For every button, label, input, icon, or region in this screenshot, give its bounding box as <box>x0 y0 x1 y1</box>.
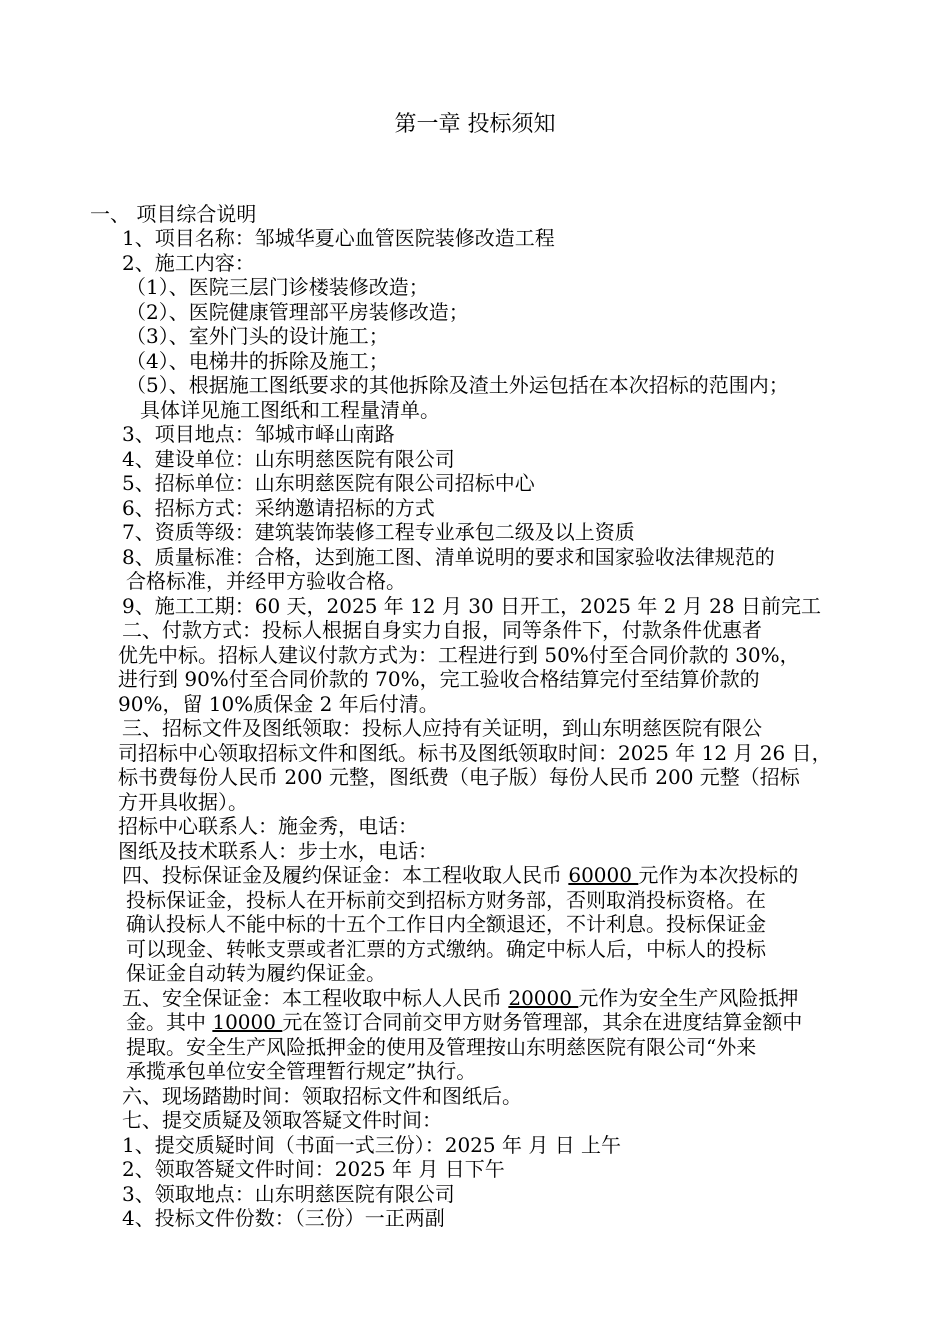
payment-line-1: 二、付款方式：投标人根据自身实力自报，同等条件下，付款条件优惠者 <box>122 618 762 642</box>
deposit-line-1-text: 四、投标保证金及履约保证金：本工程收取人民币 <box>122 863 569 887</box>
item-quality-standard: 8、质量标准：合格，达到施工图、清单说明的要求和国家验收法律规范的 <box>122 545 775 569</box>
item-tender-unit: 5、招标单位：山东明慈医院有限公司招标中心 <box>122 471 535 495</box>
chapter-title: 第一章 投标须知 <box>394 112 556 137</box>
query-heading: 七、提交质疑及领取答疑文件时间： <box>122 1108 442 1132</box>
payment-line-2: 优先中标。招标人建议付款方式为：工程进行到 50%付至合同价款的 30%， <box>118 643 800 667</box>
section-heading-1: 一、 项目综合说明 <box>90 202 257 226</box>
site-visit-time: 六、现场踏勘时间：领取招标文件和图纸后。 <box>122 1084 522 1108</box>
technical-contact: 图纸及技术联系人：步士水，电话： <box>118 839 438 863</box>
safety-line-2 <box>126 1010 802 1034</box>
bid-deposit-amount: 60000 <box>568 863 639 887</box>
content-item-5: （5）、根据施工图纸要求的其他拆除及渣土外运包括在本次招标的范围内； <box>126 373 789 397</box>
deposit-line-2: 投标保证金，投标人在开标前交到招标方财务部，否则取消投标资格。在 <box>126 888 766 912</box>
deposit-line-1 <box>122 863 798 887</box>
docs-line-3: 标书费每份人民币 200 元整，图纸费（电子版）每份人民币 200 元整（招标 <box>118 765 800 789</box>
bid-document-copies: 4、投标文件份数：（三份）一正两副 <box>122 1206 445 1230</box>
docs-line-4: 方开具收据）。 <box>118 790 248 814</box>
payment-line-3: 进行到 90%付至合同价款的 70%，完工验收合格结算完付至结算价款的 <box>118 667 760 691</box>
safety-line-2-tail: 元在签订合同前交甲方财务管理部，其余在进度结算金额中 <box>282 1010 803 1034</box>
safety-deposit-amount: 20000 <box>508 986 579 1010</box>
item-construction-content: 2、施工内容： <box>122 251 255 275</box>
safety-line-2-text: 金。其中 <box>126 1010 213 1034</box>
docs-line-2: 司招标中心领取招标文件和图纸。标书及图纸领取时间：2025 年 12 月 26 日， <box>118 741 832 765</box>
item-project-name: 1、项目名称：邹城华夏心血管医院装修改造工程 <box>122 226 555 250</box>
safety-line-1-text: 五、安全保证金：本工程收取中标人人民币 <box>122 986 509 1010</box>
item-quality-standard-cont: 合格标准，并经甲方验收合格。 <box>126 569 406 593</box>
item-construction-unit: 4、建设单位：山东明慈医院有限公司 <box>122 447 455 471</box>
safety-line-4: 承揽承包单位安全管理暂行规定”执行。 <box>126 1059 477 1083</box>
content-item-1: （1）、医院三层门诊楼装修改造； <box>126 275 429 299</box>
item-construction-period: 9、施工工期：60 天，2025 年 12 月 30 日开工，2025 年 2 月 28 日前完工 <box>122 594 821 618</box>
content-item-4: （4）、电梯井的拆除及施工； <box>126 349 389 373</box>
content-note: 具体详见施工图纸和工程量清单。 <box>140 398 440 422</box>
safety-prepay-amount: 10000 <box>212 1010 283 1034</box>
query-submit-time: 1、提交质疑时间（书面一式三份）：2025 年 月 日 上午 <box>122 1133 622 1157</box>
item-qualification: 7、资质等级：建筑装饰装修工程专业承包二级及以上资质 <box>122 520 635 544</box>
content-item-3: （3）、室外门头的设计施工； <box>126 324 389 348</box>
answer-collect-time: 2、领取答疑文件时间：2025 年 月 日下午 <box>122 1157 505 1181</box>
content-item-2: （2）、医院健康管理部平房装修改造； <box>126 300 469 324</box>
deposit-line-5: 保证金自动转为履约保证金。 <box>126 961 386 985</box>
tender-center-contact: 招标中心联系人：施金秀，电话： <box>118 814 418 838</box>
collect-location: 3、领取地点：山东明慈医院有限公司 <box>122 1182 455 1206</box>
deposit-line-3: 确认投标人不能中标的十五个工作日内全额退还，不计利息。投标保证金 <box>126 912 766 936</box>
deposit-line-4: 可以现金、转帐支票或者汇票的方式缴纳。确定中标人后，中标人的投标 <box>126 937 766 961</box>
docs-line-1: 三、招标文件及图纸领取：投标人应持有关证明，到山东明慈医院有限公 <box>122 716 762 740</box>
item-tender-method: 6、招标方式：采纳邀请招标的方式 <box>122 496 435 520</box>
safety-line-1 <box>122 986 798 1010</box>
item-project-location: 3、项目地点：邹城市峄山南路 <box>122 422 395 446</box>
payment-line-4: 90%，留 10%质保金 2 年后付清。 <box>118 692 439 716</box>
safety-line-3: 提取。安全生产风险抵押金的使用及管理按山东明慈医院有限公司“外来 <box>126 1035 757 1059</box>
safety-line-1-tail: 元作为安全生产风险抵押 <box>578 986 799 1010</box>
deposit-line-1-tail: 元作为本次投标的 <box>638 863 799 887</box>
